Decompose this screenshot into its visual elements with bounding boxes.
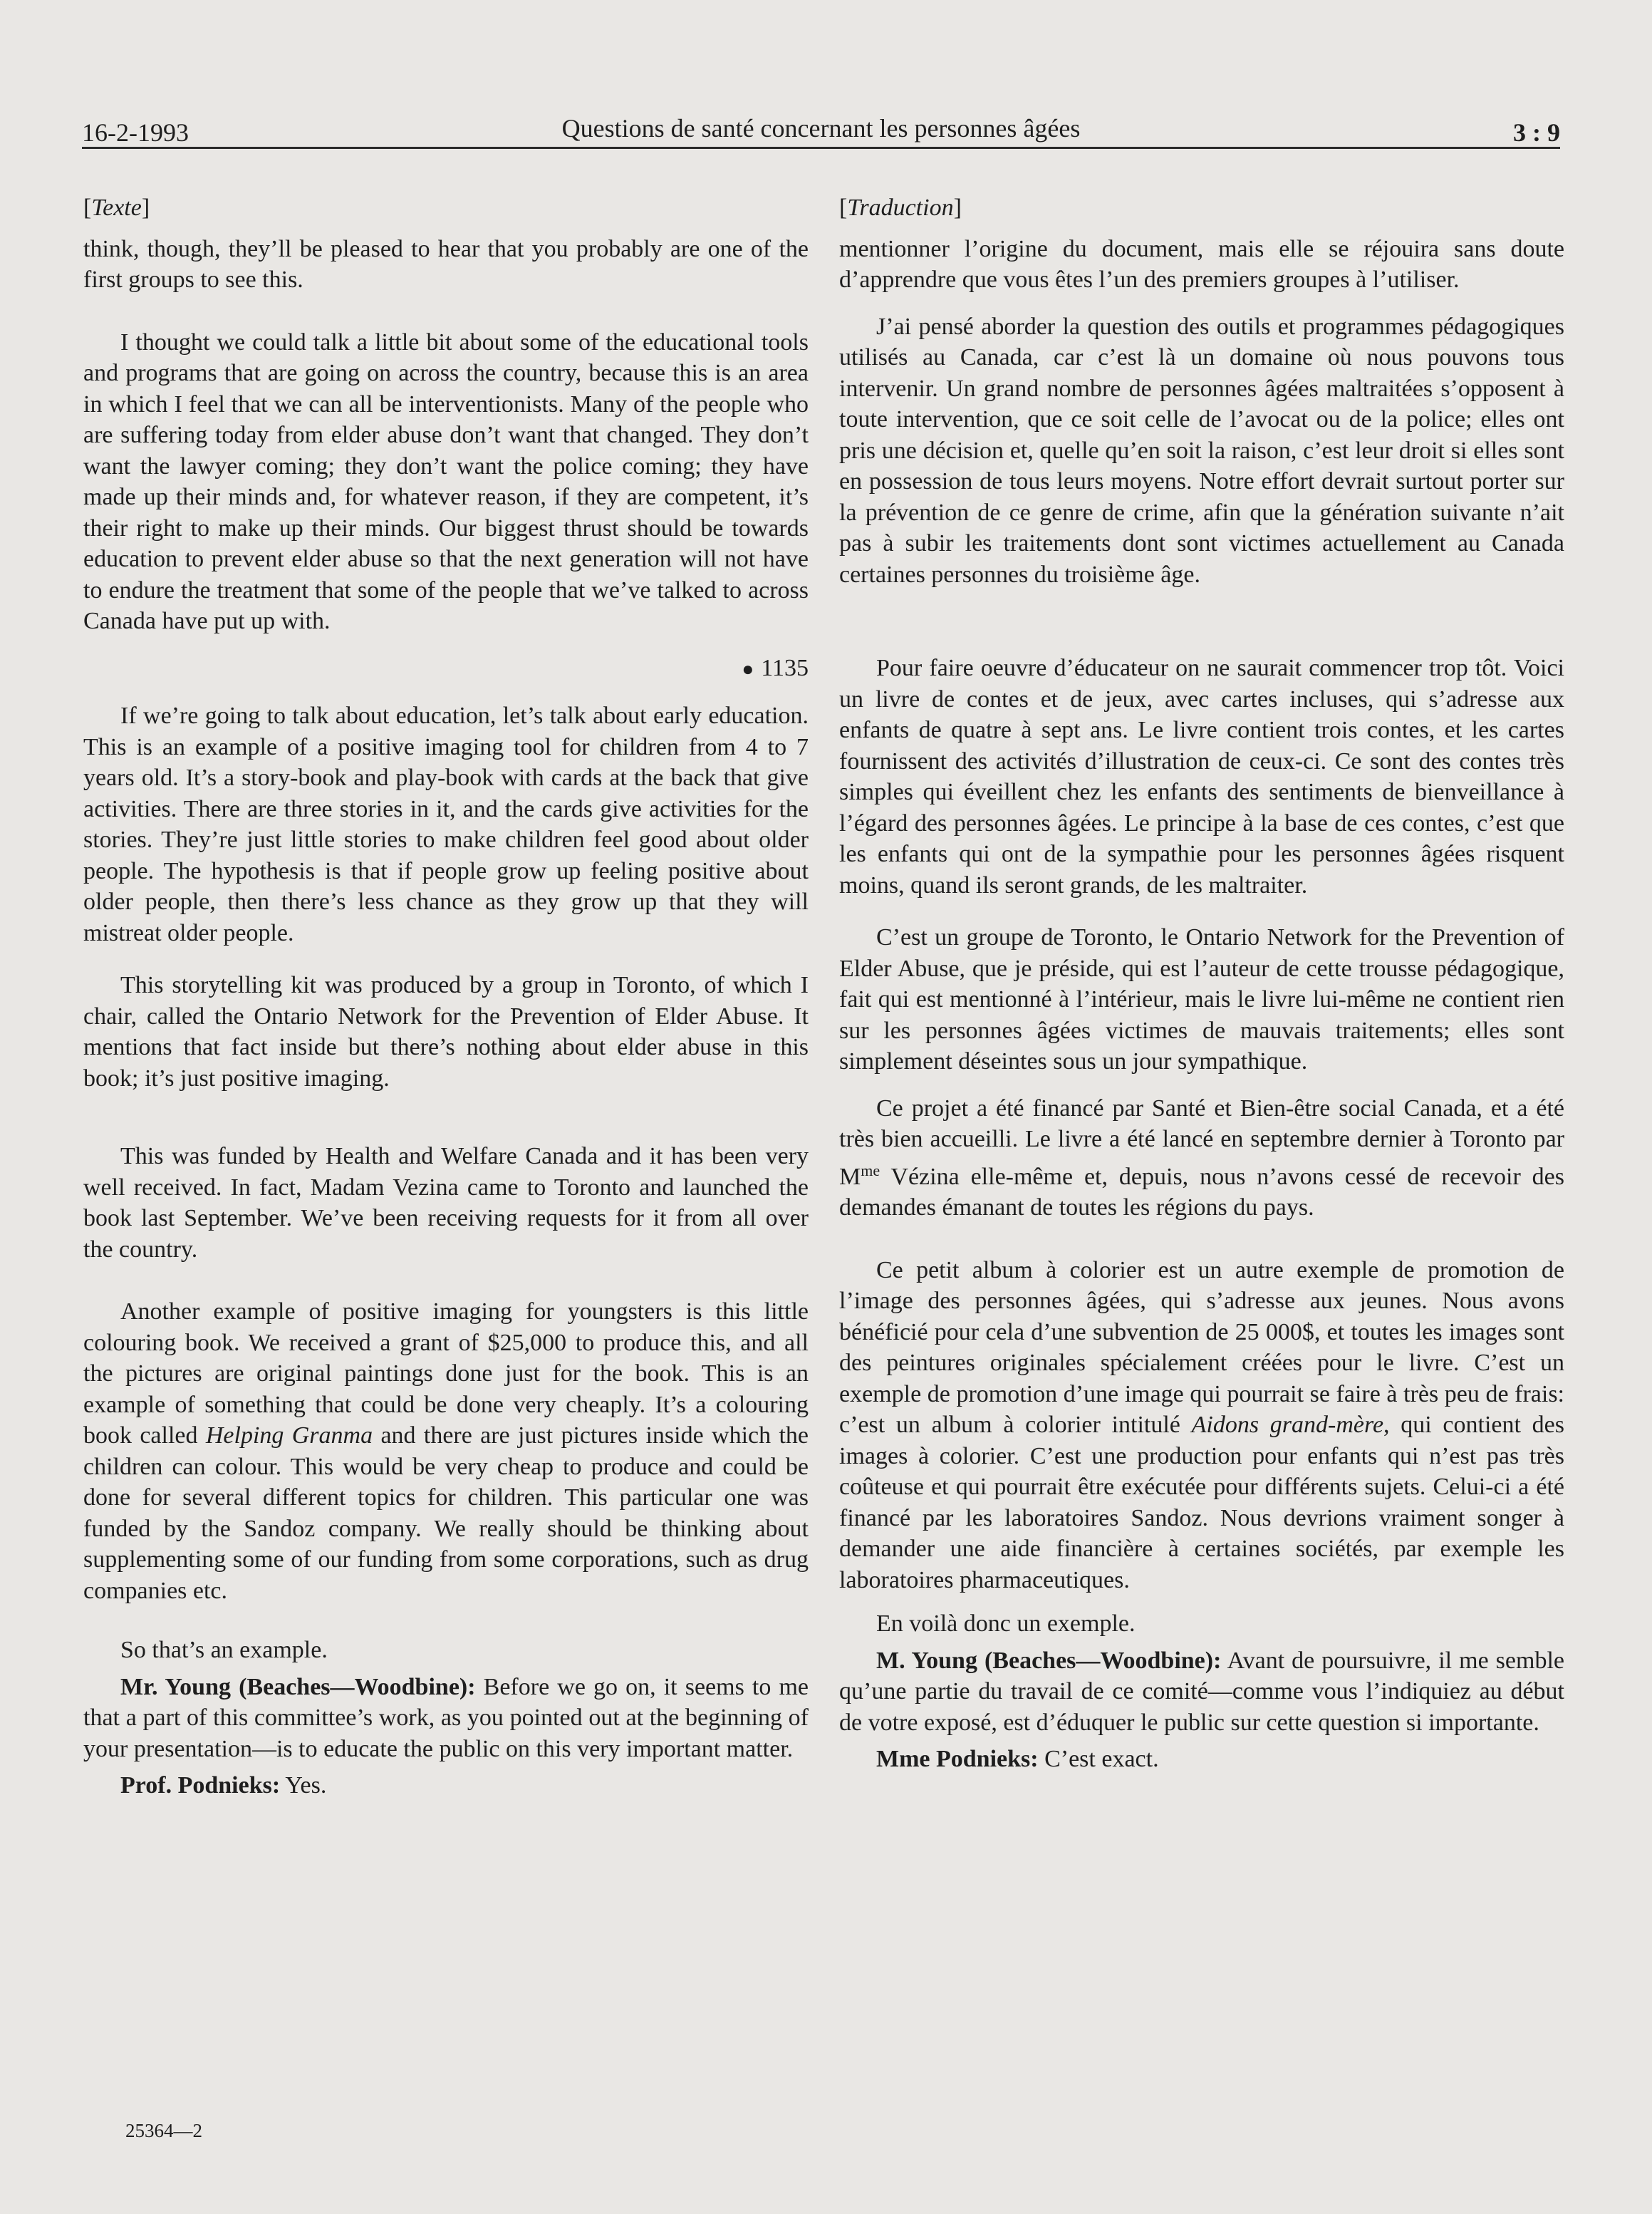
paragraph: Ce petit album à colorier est un autre exemple de promotion de l’image des personnes âgées, qui s’adresse aux jeunes. Nous avons bénéficié pour cela d’une subvention de 25 000$, et toutes les images sont des peintures originales spécialement créées pour le livre. C’est un exemple de promotion d’une image qui pourrait se faire à très peu de frais: c’est un album à colorier intitulé Aidons grand-mère, qui contient des images à colorier. C’est une production pour enfants qui n’est pas très coûteuse et qui pourrait être exécutée pour différents sujets. Celui-ci a été financé par les laboratoires Sandoz. Nous devrions vraiment songer à demander une aide financière à certaines sociétés, par exemple les laboratoires pharmaceutiques. <box>839 1256 1564 1593</box>
footer-code: 25364—2 <box>125 2120 202 2141</box>
speaker-paragraph: Mme Podnieks: C’est exact. <box>876 1746 1159 1772</box>
speaker-paragraph: M. Young (Beaches—Woodbine): Avant de poursuivre, il me semble qu’une partie du travail de ce comité—comme vous l’indiquiez au début de votre exposé, est d’éduquer le public sur cette question si importante. <box>839 1647 1564 1736</box>
header-page-number: 3 : 9 <box>1513 118 1560 147</box>
speaker-name: M. Young (Beaches—Woodbine): <box>876 1647 1222 1674</box>
column-language-label: [Texte] <box>83 195 150 221</box>
paragraph: Ce projet a été financé par Santé et Bien-être social Canada, et a été très bien accueilli. Le livre a été lancé en septembre dernier à Toronto par $M^{me}$ Vézina elle-même et, depuis, nous n’avons cessé de recevoir des demandes émanant de toutes les régions du pays. <box>839 1095 1564 1221</box>
paragraph: En voilà donc un exemple. <box>876 1610 1136 1637</box>
english-column <box>83 192 809 1801</box>
speaker-name: Mr. Young (Beaches—Woodbine): <box>120 1673 476 1700</box>
time-marker: ● 1135 <box>742 654 809 681</box>
paragraph: mentionner l’origine du document, mais elle se réjouira sans doute d’apprendre que vous êtes l’un des premiers groupes à l’utiliser. <box>839 235 1564 293</box>
paragraph: If we’re going to talk about education, let’s talk about early education. This is an example of a positive imaging tool for children from 4 to 7 years old. It’s a story-book and play-book with cards at the back that give activities. There are three stories in it, and the cards give activities for the stories. They’re just little stories to make children feel good about older people. The hypothesis is that if people grow up feeling positive about older people, then there’s less chance as they grow up that they will mistreat older people. <box>83 703 809 946</box>
paragraph: think, though, they’ll be pleased to hear that you probably are one of the first groups to see this. <box>83 235 809 293</box>
paragraph: I thought we could talk a little bit about some of the educational tools and programs that are going on across the country, because this is an area in which I feel that we can all be interventionists. Many of the people who are suffering today from elder abuse don’t want that changed. They don’t want the lawyer coming; they don’t want the police coming; they have made up their minds and, for whatever reason, if they are competent, it’s their right to make up their minds. Our biggest thrust should be towards education to prevent elder abuse so that the next generation will not have to endure the treatment that some of the people that we’ve talked to across Canada have put up with. <box>83 329 809 634</box>
speaker-paragraph: Prof. Podnieks: Yes. <box>120 1772 327 1799</box>
paragraph: So that’s an example. <box>120 1637 328 1664</box>
paragraph: This was funded by Health and Welfare Canada and it has been very well received. In fact, Madam Vezina came to Toronto and launched the book last September. We’ve been receiving requests for it from all over the country. <box>83 1143 809 1263</box>
french-column <box>839 192 1564 1775</box>
paragraph: Another example of positive imaging for youngsters is this little colouring book. We received a grant of $25,000 to produce this, and all the pictures are original paintings done just for the book. This is an example of something that could be done very cheaply. It’s a colouring book called Helping Granma and there are just pictures inside which the children can colour. This would be very cheap to produce and could be done for several different topics for children. This particular one was funded by the Sandoz company. We really should be thinking about supplementing some of our funding from some corporations, such as drug companies etc. <box>83 1298 809 1604</box>
running-header <box>82 107 1560 150</box>
header-title: Questions de santé concernant les personnes âgées <box>561 114 1081 143</box>
speaker-name: Mme Podnieks: <box>876 1746 1039 1772</box>
header-rule <box>82 147 1560 149</box>
paragraph: C’est un groupe de Toronto, le Ontario Network for the Prevention of Elder Abuse, que je préside, qui est l’auteur de cette trousse pédagogique, fait qui est mentionné à l’intérieur, mais le livre lui-même ne contient rien sur les personnes âgées victimes de mauvais traitements; elles sont simplement déseintes sous un jour sympathique. <box>839 924 1564 1075</box>
column-language-label: [Traduction] <box>839 195 962 221</box>
paragraph: Pour faire oeuvre d’éducateur on ne saurait commencer trop tôt. Voici un livre de contes et de jeux, avec cartes incluses, qui s’adresse aux enfants de quatre à sept ans. Le livre contient trois contes, et les cartes fournissent des activités d’illustration de ceux-ci. Ce sont des contes très simples qui éveillent chez les enfants des sentiments de bienveillance à l’égard des personnes âgées. Le principe à la base de ces contes, c’est que les enfants qui ont de la sympathie pour les personnes âgées risquent moins, quand ils seront grands, de les maltraiter. <box>839 655 1564 899</box>
header-date: 16-2-1993 <box>82 118 189 147</box>
paragraph: J’ai pensé aborder la question des outils et programmes pédagogiques utilisés au Canada, car c’est là un domaine où nous pouvons tous intervenir. Un grand nombre de personnes âgées maltraitées s’opposent à toute intervention, que ce soit celle de l’avocat ou de la police; elles ont pris une décision et, quelle qu’en soit la raison, c’est leur droit si elles sont en possession de tous leurs moyens. Notre effort devrait surtout porter sur la prévention de ce genre de crime, afin que la génération suivante n’ait pas à subir les traitements dont sont victimes actuellement au Canada certaines personnes du troisième âge. <box>839 313 1564 588</box>
paragraph: This storytelling kit was produced by a group in Toronto, of which I chair, called the Ontario Network for the Prevention of Elder Abuse. It mentions that fact inside but there’s nothing about elder abuse in this book; it’s just positive imaging. <box>83 972 809 1092</box>
speaker-paragraph: Mr. Young (Beaches—Woodbine): Before we go on, it seems to me that a part of this committee’s work, as you pointed out at the beginning of your presentation—is to educate the public on this very important matter. <box>83 1673 809 1762</box>
speaker-name: Prof. Podnieks: <box>120 1772 281 1799</box>
